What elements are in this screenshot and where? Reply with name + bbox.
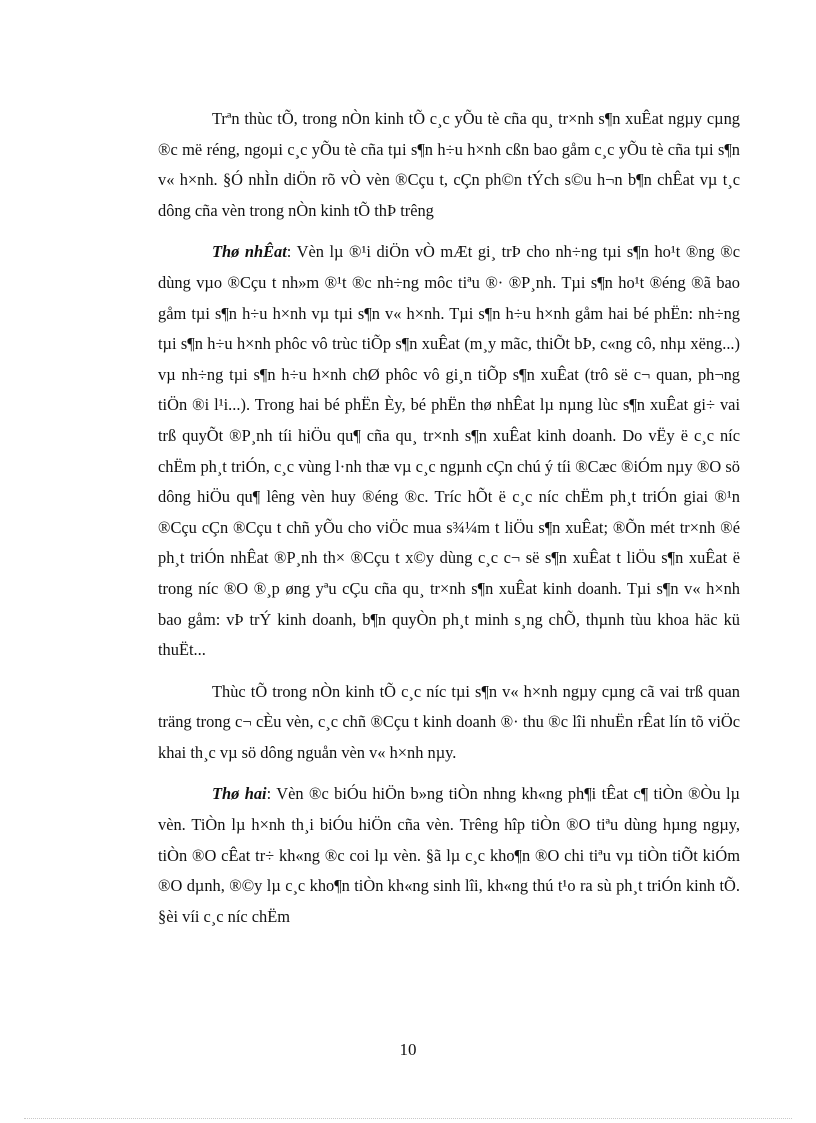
paragraph-3-text: Thùc tÕ trong nÒn kinh tÕ c¸c níc tµi s¶n v« h×nh ngµy cµng cã vai trß quan träng trong c¬ cÈu vèn, c¸c chñ ®Cçu t kinh doanh ®· thu ®c lîi nhuËn rÊat lín tõ viÖc khai th¸c vµ sö dông nguån vèn v« h×nh nµy. bbox=[158, 681, 740, 762]
paragraph-4-lead: Thø hai bbox=[212, 784, 267, 804]
paragraph-2-text: : Vèn lµ ®¹i diÖn vÒ mÆt gi¸ trÞ cho nh÷ng tµi s¶n ho¹t ®ng ®c dùng vµo ®Cçu t nh»m ®¹t ®c nh÷ng môc tiªu ®· ®P¸nh. Tµi s¶n ho¹t ®éng ®ã bao gåm tµi s¶n h÷u h×nh vµ tµi s¶n v« h×nh. Tµi s¶n h÷u h×nh gåm hai bé phËn: nh÷ng tµi s¶n h÷u h×nh phôc vô trùc tiÕp s¶n xuÊat (m¸y mãc, thiÕt bÞ, c«ng cô, nhµ xëng...) vµ nh÷ng tµi s¶n h÷u h×nh chØ phôc vô gi¸n tiÕp s¶n xuÊat (trô së c¬ quan, ph¬ng tiÖn ®i l¹i...). Trong hai bé phËn Èy, bé phËn thø nhÊat lµ nµng lùc s¶n xuÊat gi÷ vai trß quyÕt ®P¸nh tíi hiÖu qu¶ cña qu¸ tr×nh s¶n xuÊat kinh doanh. Do vËy ë c¸c níc chËm ph¸t triÓn, c¸c vùng l·nh thæ vµ c¸c ngµnh cÇn chú ý tíi ®Cæc ®iÓm nµy ®O sö dông hiÖu qu¶ lêng vèn huy ®éng ®c. Tríc hÕt ë c¸c níc chËm ph¸t triÓn giai ®¹n ®Cçu cÇn ®Cçu t chñ yÕu cho viÖc mua s¾¼m t liÖu s¶n xuÊat; ®Õn mét tr×nh ®é ph¸t triÓn nhÊat ®P¸nh th× ®Cçu t x©y dùng c¸c c¬ së s¶n xuÊat t liÖu s¶n xuÊat ë trong níc ®O ®¸p øng yªu cÇu cña qu¸ tr×nh s¶n xuÊat kinh doanh. Tµi s¶n v« h×nh bao gåm: vÞ trÝ kinh doanh, b¶n quyÒn ph¸t minh s¸ng chÕ, thµnh tùu khoa häc kü thuËt... bbox=[158, 242, 740, 660]
paragraph-2 bbox=[158, 237, 740, 665]
body-text bbox=[158, 104, 740, 943]
paragraph-2-lead: Thø nhÊat bbox=[212, 242, 287, 262]
paragraph-3 bbox=[158, 677, 740, 769]
paragraph-4 bbox=[158, 779, 740, 932]
paragraph-1 bbox=[158, 104, 740, 226]
page-number: 10 bbox=[399, 1040, 417, 1059]
page-bottom-divider bbox=[24, 1118, 792, 1119]
paragraph-4-text: : Vèn ®c biÓu hiÖn b»ng tiÒn nhng kh«ng ph¶i tÊat c¶ tiÒn ®Òu lµ vèn. TiÒn lµ h×nh th¸i biÓu hiÖn cña vèn. Trêng hîp tiÒn ®O tiªu dùng hµng ngµy, tiÒn ®O cÊat tr÷ kh«ng ®c coi lµ vèn. §ã lµ c¸c kho¶n ®O chi tiªu vµ tiÒn tiÕt kiÓm ®O dµnh, ®©y lµ c¸c kho¶n tiÒn kh«ng sinh lîi, kh«ng thú t¹o ra sù ph¸t triÓn kinh tÕ. §èi víi c¸c níc chËm bbox=[158, 784, 740, 926]
paragraph-1-text: Trªn thùc tÕ, trong nÒn kinh tÕ c¸c yÕu tè cña qu¸ tr×nh s¶n xuÊat ngµy cµng ®c më réng, ngoµi c¸c yÕu tè cña tµi s¶n h÷u h×nh cßn bao gåm c¸c yÕu tè cña tµi s¶n v« h×nh. §Ó nhÌn diÖn rõ vÒ vèn ®Cçu t, cÇn ph©n tÝch s©u h¬n b¶n chÊat vµ t¸c dông cña vèn trong nÒn kinh tÕ thÞ trêng bbox=[158, 109, 740, 220]
